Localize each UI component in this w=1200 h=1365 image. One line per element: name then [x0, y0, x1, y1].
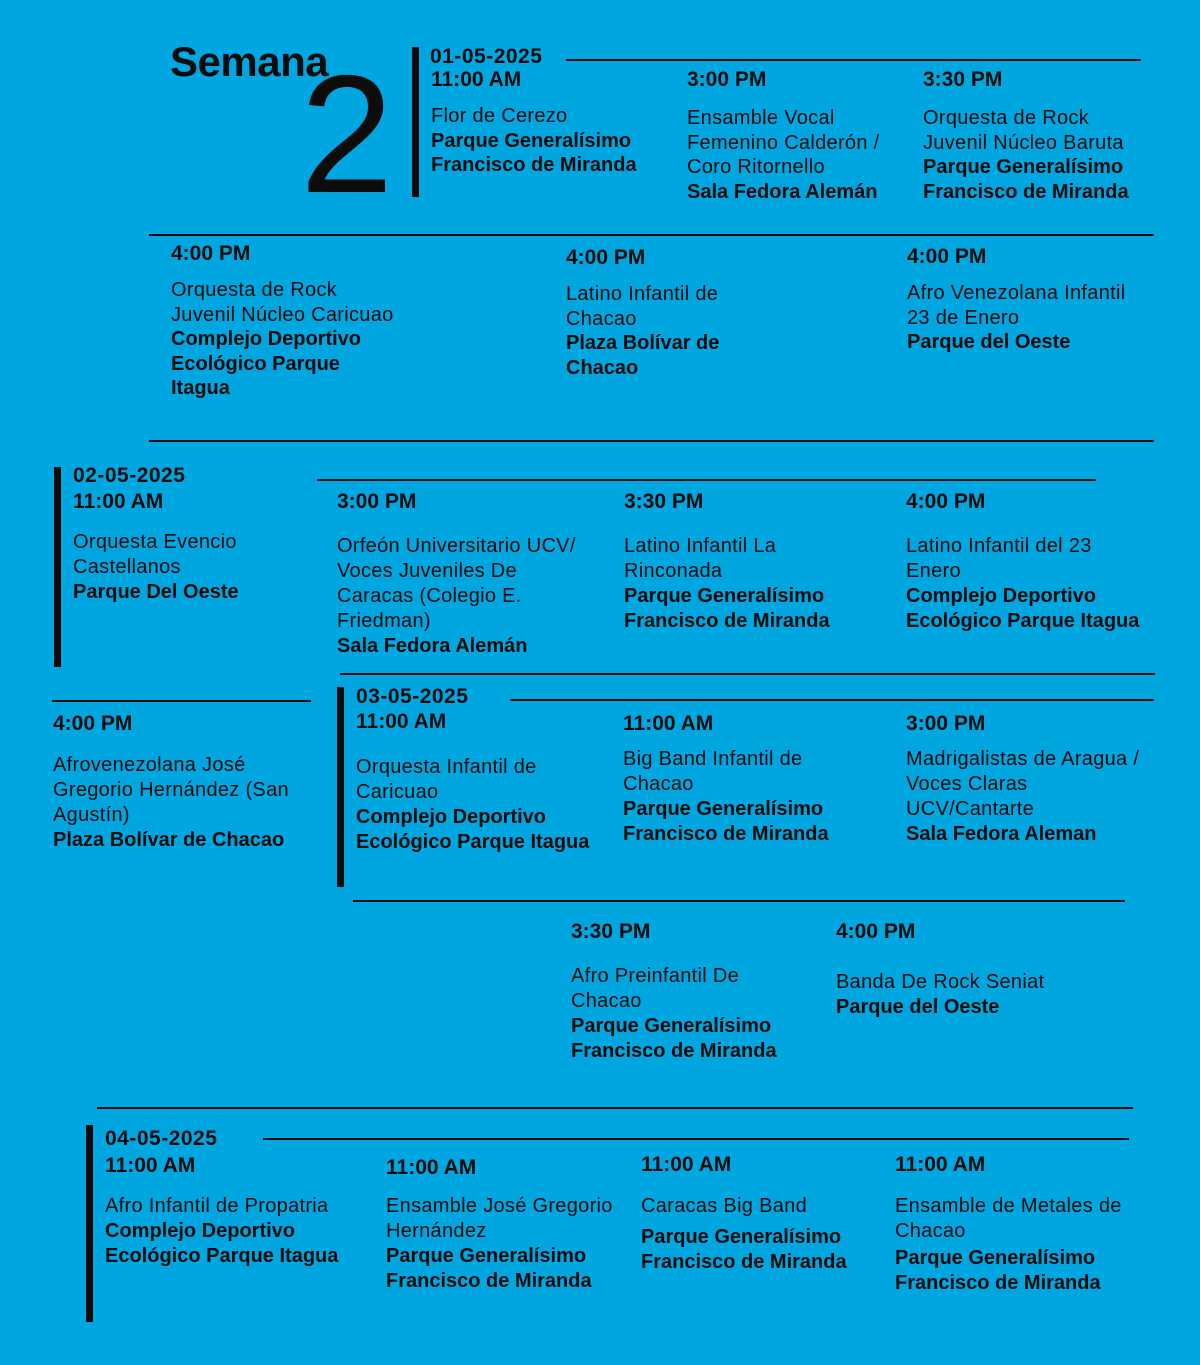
- day-1-date: 01-05-2025: [430, 45, 543, 68]
- day-2-date: 02-05-2025: [73, 464, 186, 487]
- event-name: Orquesta Evencio Castellanos: [73, 531, 237, 578]
- event-time: 11:00 AM: [895, 1153, 986, 1176]
- event-venue: Complejo Deportivo Ecológico Parque Itagua: [356, 806, 590, 853]
- event-venue: Parque del Oeste: [907, 331, 1071, 353]
- event-venue: Parque Generalísimo Francisco de Miranda: [431, 129, 637, 176]
- event-time: 3:00 PM: [687, 68, 767, 91]
- event-time: 3:00 PM: [906, 712, 986, 735]
- event-venue: Complejo Deportivo Ecológico Parque Itagua: [906, 585, 1140, 632]
- event-time: 11:00 AM: [641, 1153, 732, 1176]
- event-card: [906, 490, 1141, 634]
- divider: [566, 59, 1141, 61]
- event-card: [641, 1153, 881, 1275]
- event-card: [386, 1156, 626, 1294]
- day-1-marker: [412, 47, 419, 197]
- week-number: 2: [300, 40, 390, 228]
- event-card: [431, 68, 666, 178]
- divider: [149, 440, 1154, 442]
- divider: [340, 673, 1155, 675]
- event-time: 3:30 PM: [923, 68, 1003, 91]
- event-venue: Sala Fedora Alemán: [337, 635, 528, 657]
- event-venue: Parque Generalísimo Francisco de Miranda: [624, 585, 830, 632]
- day-2-marker: [54, 467, 61, 667]
- event-card: [171, 242, 401, 401]
- event-name: Madrigalistas de Aragua / Voces Claras UCV/Cantarte: [906, 748, 1140, 820]
- day-3-date: 03-05-2025: [356, 685, 469, 708]
- event-card: [687, 68, 912, 204]
- event-time: 4:00 PM: [836, 920, 916, 943]
- event-venue: Parque Del Oeste: [73, 581, 239, 603]
- day-3-marker: [337, 687, 344, 887]
- event-card: [571, 920, 811, 1064]
- event-venue: Sala Fedora Alemán: [687, 180, 878, 203]
- divider: [52, 700, 311, 702]
- event-card: [907, 245, 1127, 355]
- event-venue: Parque Generalísimo Francisco de Miranda: [386, 1245, 592, 1292]
- event-time: 11:00 AM: [431, 68, 522, 91]
- event-card: [356, 710, 596, 855]
- event-name: Banda De Rock Seniat: [836, 971, 1045, 993]
- event-time: 4:00 PM: [906, 490, 986, 513]
- event-name: Orquesta Infantil de Caricuao: [356, 756, 537, 803]
- event-card: [337, 490, 597, 659]
- event-time: 3:00 PM: [337, 490, 417, 513]
- event-venue: Complejo Deportivo Ecológico Parque Itagua: [105, 1220, 339, 1267]
- day-4-marker: [86, 1125, 93, 1322]
- event-name: Latino Infantil del 23 Enero: [906, 535, 1092, 582]
- event-time: 4:00 PM: [53, 712, 133, 735]
- event-name: Afro Infantil de Propatria: [105, 1195, 329, 1217]
- event-name: Orquesta de Rock Juvenil Núcleo Caricuao: [171, 279, 394, 326]
- event-name: Ensamble Vocal Femenino Calderón / Coro Ritornello: [687, 107, 880, 178]
- event-card: [906, 712, 1156, 847]
- event-card: [566, 246, 766, 380]
- event-name: Orfeón Universitario UCV/ Voces Juveniles De Caracas (Colegio E. Friedman): [337, 535, 576, 632]
- event-venue: Parque del Oeste: [836, 996, 1000, 1018]
- event-time: 4:00 PM: [171, 242, 251, 265]
- divider: [149, 234, 1154, 236]
- event-time: 11:00 AM: [356, 710, 447, 733]
- event-time: 3:30 PM: [571, 920, 651, 943]
- event-time: 4:00 PM: [566, 246, 646, 269]
- event-venue: Parque Generalísimo Francisco de Miranda: [571, 1015, 777, 1062]
- event-time: 3:30 PM: [624, 490, 704, 513]
- event-card: [623, 712, 858, 847]
- event-time: 4:00 PM: [907, 245, 987, 268]
- event-name: Caracas Big Band: [641, 1195, 808, 1217]
- event-time: 11:00 AM: [386, 1156, 477, 1179]
- event-card: [895, 1153, 1145, 1296]
- page-title: Semana: [170, 38, 329, 85]
- divider: [317, 479, 1096, 481]
- event-venue: Parque Generalísimo Francisco de Miranda: [923, 156, 1129, 203]
- day-4-date: 04-05-2025: [105, 1127, 218, 1150]
- divider: [97, 1107, 1133, 1109]
- event-venue: Parque Generalísimo Francisco de Miranda: [895, 1247, 1101, 1294]
- event-name: Afro Venezolana Infantil 23 de Enero: [907, 282, 1126, 329]
- event-name: Afro Preinfantil De Chacao: [571, 965, 739, 1012]
- event-card: [923, 68, 1159, 204]
- event-name: Afrovenezolana José Gregorio Hernández (San Agustín): [53, 754, 289, 826]
- event-name: Flor de Cerezo: [431, 105, 568, 127]
- event-time: 11:00 AM: [623, 712, 714, 735]
- event-name: Ensamble de Metales de Chacao: [895, 1195, 1122, 1242]
- event-name: Latino Infantil La Rinconada: [624, 535, 777, 582]
- divider: [353, 900, 1125, 902]
- event-venue: Sala Fedora Aleman: [906, 823, 1097, 845]
- event-name: Big Band Infantil de Chacao: [623, 748, 803, 795]
- event-venue: Plaza Bolívar de Chacao: [53, 829, 285, 851]
- event-card: [836, 920, 1096, 1020]
- event-venue: Complejo Deportivo Ecológico Parque Itagua: [171, 328, 362, 399]
- event-venue: Plaza Bolívar de Chacao: [566, 332, 720, 379]
- event-venue: Parque Generalísimo Francisco de Miranda: [641, 1226, 847, 1273]
- event-name: Ensamble José Gregorio Hernández: [386, 1195, 613, 1242]
- event-venue: Parque Generalísimo Francisco de Miranda: [623, 798, 829, 845]
- event-card: [105, 1154, 345, 1269]
- event-card: [73, 490, 303, 605]
- event-card: [53, 712, 303, 853]
- divider: [510, 699, 1154, 701]
- event-time: 11:00 AM: [105, 1154, 196, 1177]
- divider: [263, 1138, 1129, 1140]
- event-time: 11:00 AM: [73, 490, 164, 513]
- event-name: Latino Infantil de Chacao: [566, 283, 719, 330]
- event-card: [624, 490, 859, 634]
- event-name: Orquesta de Rock Juvenil Núcleo Baruta: [923, 107, 1124, 154]
